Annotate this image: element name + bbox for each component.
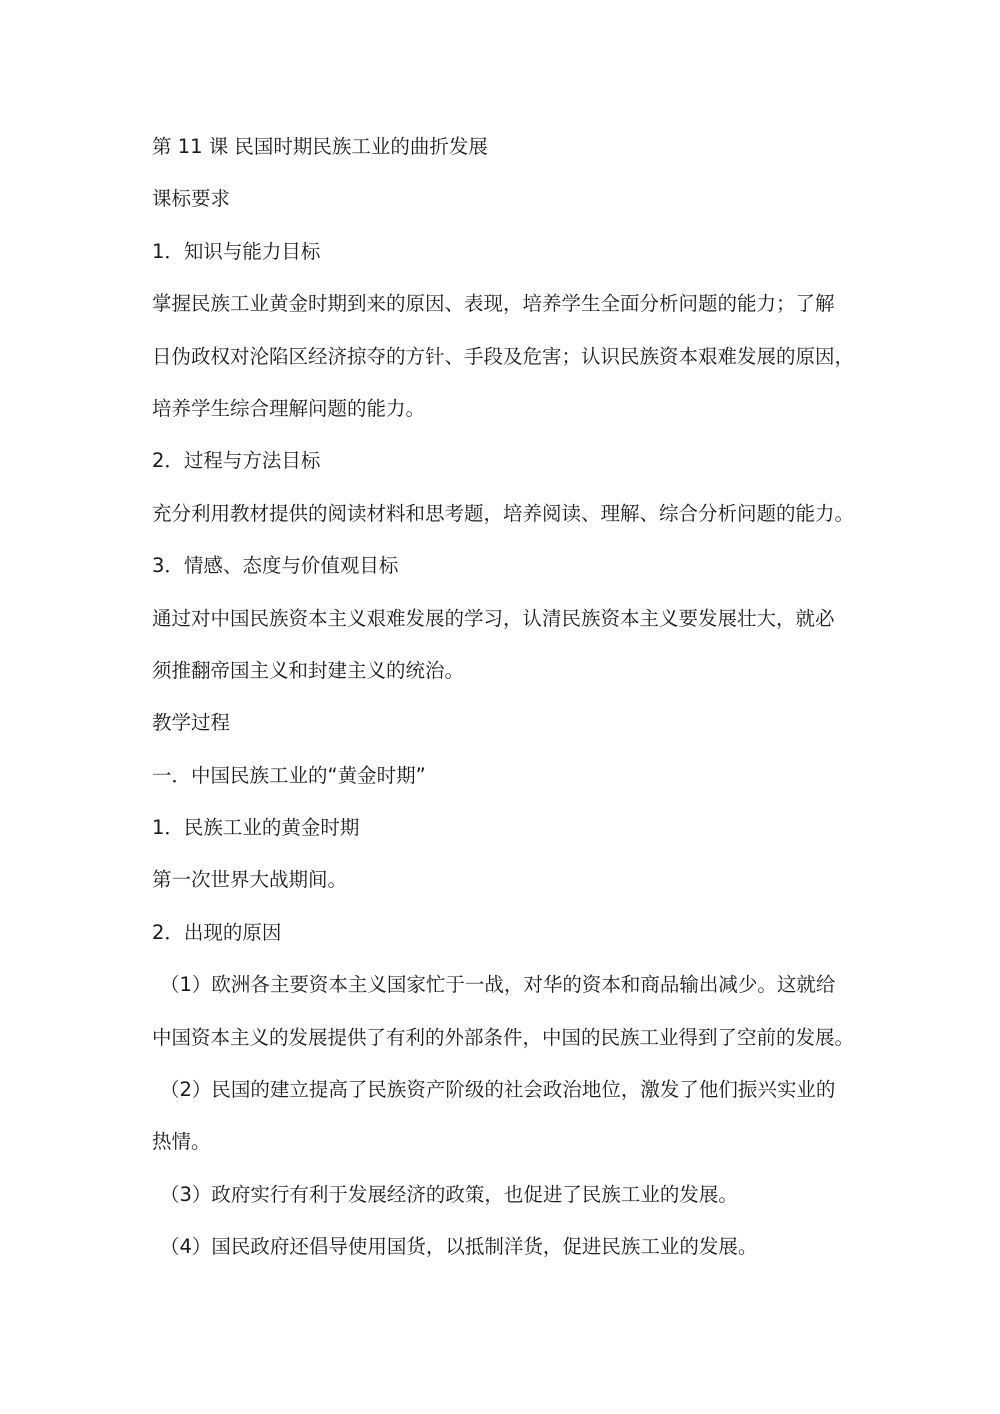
subheading-values-goals: 3．情感、态度与价值观目标 [152, 554, 399, 578]
paragraph-line: 日伪政权对沦陷区经济掠夺的方针、手段及危害；认识民族资本艰难发展的原因， [152, 344, 855, 368]
list-item-cause-3: （3）政府实行有利于发展经济的政策，也促进了民族工业的发展。 [160, 1182, 738, 1206]
paragraph-line: 第一次世界大战期间。 [152, 868, 348, 892]
subheading-golden-age-period: 1．民族工业的黄金时期 [152, 816, 360, 840]
paragraph-line: 通过对中国民族资本主义艰难发展的学习，认清民族资本主义要发展壮大，就必 [152, 606, 835, 630]
document-page [152, 132, 872, 1285]
section-heading-curriculum: 课标要求 [152, 187, 231, 211]
subheading-causes: 2．出现的原因 [152, 920, 282, 944]
list-item-cause-2: （2）民国的建立提高了民族资产阶级的社会政治地位，激发了他们振兴实业的 [160, 1078, 836, 1102]
lesson-title: 第 11 课 民国时期民族工业的曲折发展 [152, 135, 488, 158]
paragraph-line: 培养学生综合理解问题的能力。 [152, 396, 426, 420]
section-heading-teaching-process: 教学过程 [152, 711, 231, 735]
paragraph-line: 中国资本主义的发展提供了有利的外部条件，中国的民族工业得到了空前的发展。 [152, 1025, 855, 1049]
list-item-cause-1: （1）欧洲各主要资本主义国家忙于一战，对华的资本和商品输出减少。这就给 [160, 973, 836, 997]
subheading-golden-age: 一．中国民族工业的“黄金时期” [152, 763, 426, 787]
subheading-knowledge-goals: 1．知识与能力目标 [152, 239, 321, 263]
paragraph-line: 掌握民族工业黄金时期到来的原因、表现，培养学生全面分析问题的能力；了解 [152, 292, 835, 316]
list-item-cause-4: （4）国民政府还倡导使用国货，以抵制洋货，促进民族工业的发展。 [160, 1235, 758, 1259]
subheading-process-goals: 2．过程与方法目标 [152, 449, 321, 473]
paragraph-line: 充分利用教材提供的阅读材料和思考题，培养阅读、理解、综合分析问题的能力。 [152, 501, 855, 525]
paragraph-line: 热情。 [152, 1130, 211, 1154]
paragraph-line: 须推翻帝国主义和封建主义的统治。 [152, 658, 465, 682]
